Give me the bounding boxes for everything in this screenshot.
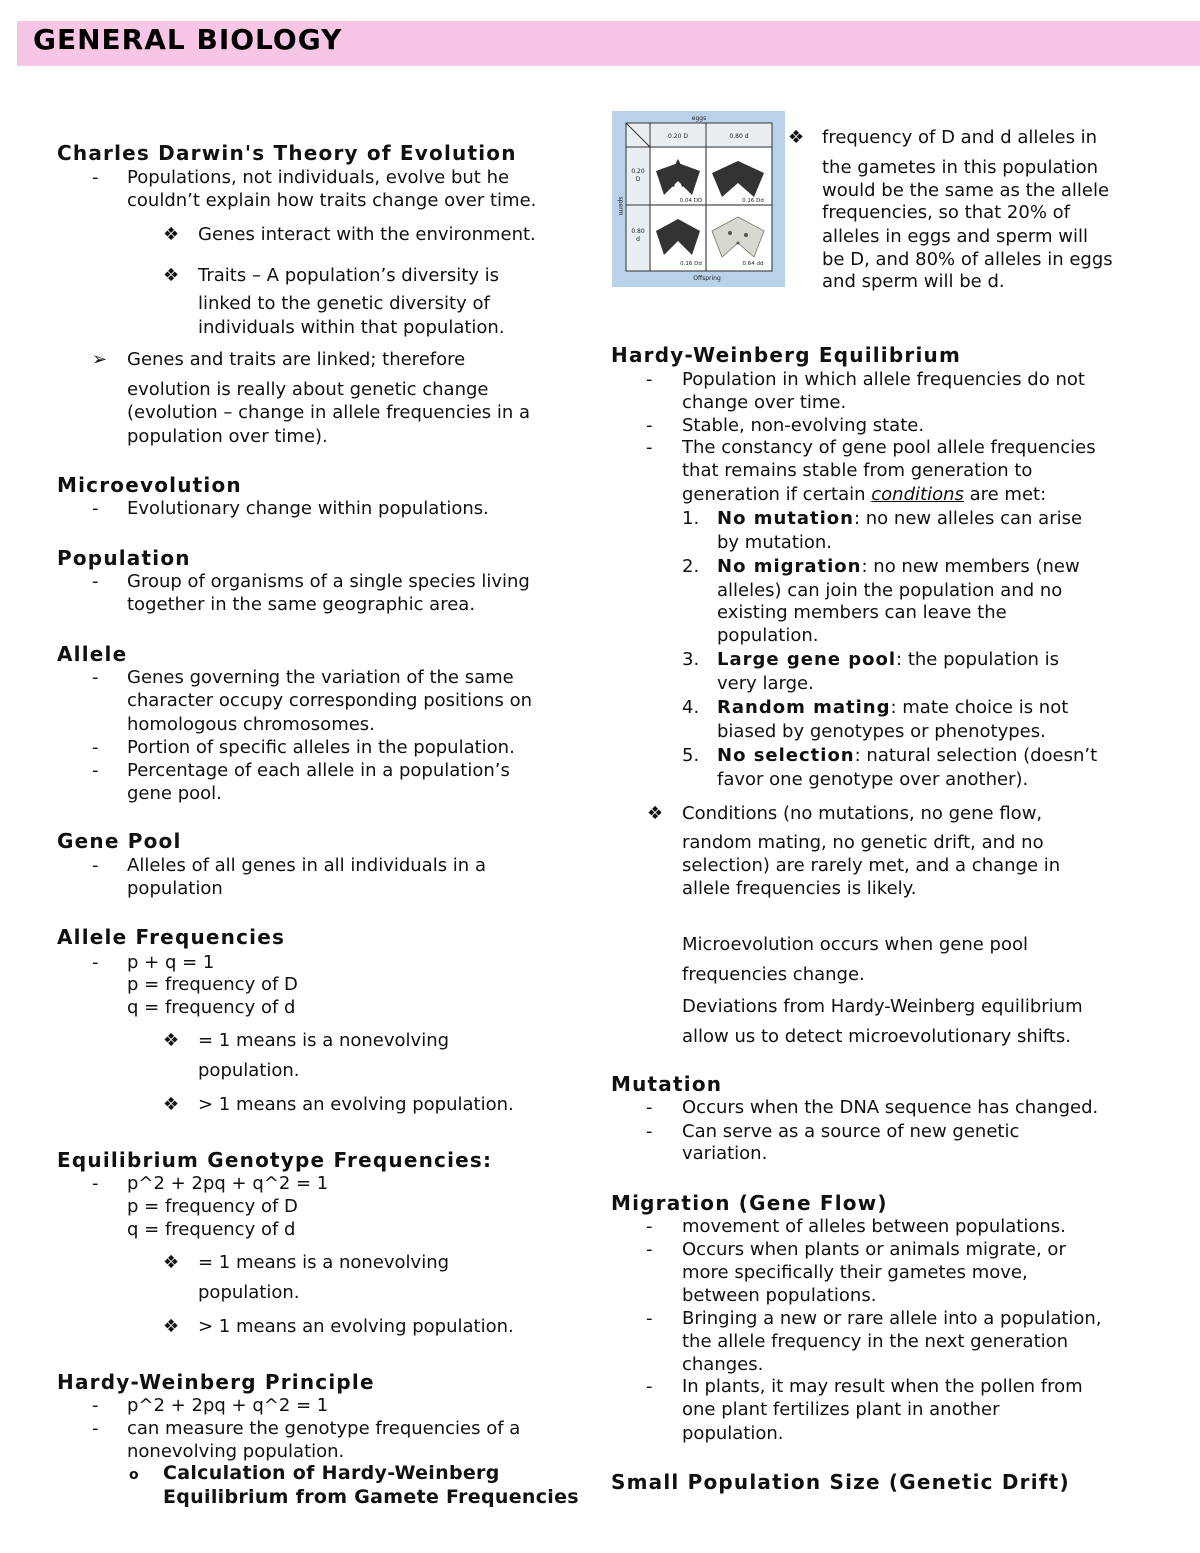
darwin-d2-line2: linked to the genetic diversity of [198, 293, 490, 314]
migration-b2-line2: more specifically their gametes move, [682, 1262, 1028, 1283]
fig-row2-value: 0.80 [631, 228, 645, 235]
heading-darwin: Charles Darwin's Theory of Evolution [57, 141, 517, 165]
mutation-b2-line2: variation. [682, 1143, 768, 1164]
dash-bullet: - [92, 1418, 99, 1439]
hwe-p1-line2: frequencies change. [682, 964, 865, 985]
heading-allele-frequencies: Allele Frequencies [57, 925, 286, 949]
hwe-n3-line1 [717, 648, 1059, 672]
hwe-p1-line1: Microevolution occurs when gene pool [682, 934, 1028, 955]
diamond-bullet-icon: ❖ [163, 1252, 180, 1273]
diamond-bullet-icon: ❖ [163, 1030, 180, 1051]
equil-line1: p^2 + 2pq + q^2 = 1 [127, 1173, 329, 1194]
darwin-a1-line3: (evolution – change in allele frequencies in a [127, 402, 531, 423]
page-title: GENERAL BIOLOGY [33, 23, 343, 56]
heading-microevolution: Microevolution [57, 473, 242, 497]
hwe-b1-line1: Population in which allele frequencies do not [682, 369, 1085, 390]
fig-col1: 0.20 D [668, 133, 688, 140]
heading-population: Population [57, 546, 191, 570]
dash-bullet: - [646, 415, 653, 436]
hwe-b3-line3 [682, 483, 1046, 507]
dash-bullet: - [92, 737, 99, 758]
hwe-n5-key: No selection [717, 745, 855, 766]
allelefreq-line2: p = frequency of D [127, 974, 298, 995]
migration-b4-line3: population. [682, 1423, 784, 1444]
gametes-line5: alleles in eggs and sperm will [822, 226, 1088, 247]
fig-cell-dd2: 0.16 Dd [742, 198, 764, 204]
dash-bullet: - [92, 667, 99, 688]
mutation-b2-line1: Can serve as a source of new genetic [682, 1121, 1020, 1142]
migration-b2-line3: between populations. [682, 1285, 877, 1306]
dash-bullet: - [646, 1216, 653, 1237]
hwe-cond-line4: allele frequencies is likely. [682, 878, 917, 899]
hwp-b2-line1: can measure the genotype frequencies of a [127, 1418, 521, 1439]
heading-migration: Migration (Gene Flow) [611, 1191, 888, 1215]
hwe-n4-line1 [717, 696, 1068, 720]
heading-genetic-drift: Small Population Size (Genetic Drift) [611, 1470, 1070, 1494]
darwin-d2-line1: Traits – A population’s diversity is [198, 265, 500, 286]
hwe-n5-line2: favor one genotype over another). [717, 769, 1029, 790]
allelefreq-d1-line1: = 1 means is a nonevolving [198, 1030, 450, 1051]
heading-equilibrium-genotype: Equilibrium Genotype Frequencies: [57, 1148, 493, 1172]
darwin-b1-line1: Populations, not individuals, evolve but he [127, 167, 510, 188]
genepool-b1-line1: Alleles of all genes in all individuals in a [127, 855, 486, 876]
gametes-line7: and sperm will be d. [822, 271, 1005, 292]
dash-bullet: - [646, 1097, 653, 1118]
darwin-d2-line3: individuals within that population. [198, 317, 505, 338]
hwe-b3-line1: The constancy of gene pool allele frequencies [682, 437, 1096, 458]
hwe-n5-text: : natural selection (doesn’t [854, 745, 1098, 766]
diamond-bullet-icon: ❖ [163, 265, 180, 286]
hwp-o1-line1: Calculation of Hardy-Weinberg [163, 1462, 500, 1484]
allelefreq-d1-line2: population. [198, 1060, 300, 1081]
equil-line2: p = frequency of D [127, 1196, 298, 1217]
heading-hw-equilibrium: Hardy-Weinberg Equilibrium [611, 343, 961, 367]
allele-b3-line1: Percentage of each allele in a population’s [127, 760, 510, 781]
hwe-b2: Stable, non-evolving state. [682, 415, 925, 436]
migration-b3-line2: the allele frequency in the next generation [682, 1331, 1069, 1352]
equil-line3: q = frequency of d [127, 1219, 296, 1240]
dash-bullet: - [92, 855, 99, 876]
migration-b4-line1: In plants, it may result when the pollen from [682, 1376, 1083, 1397]
hwe-n4-text: : mate choice is not [890, 697, 1069, 718]
hwp-b2-line2: nonevolving population. [127, 1441, 345, 1462]
dash-bullet: - [646, 1121, 653, 1142]
hwe-p2-line2: allow us to detect microevolutionary shifts. [682, 1026, 1071, 1047]
hwe-n4-key: Random mating [717, 697, 891, 718]
darwin-d1: Genes interact with the environment. [198, 224, 536, 245]
dash-bullet: - [646, 369, 653, 390]
allele-b2: Portion of specific alleles in the population. [127, 737, 515, 758]
migration-b1: movement of alleles between populations. [682, 1216, 1066, 1237]
allele-b1-line1: Genes governing the variation of the same [127, 667, 514, 688]
hwe-n2-line1 [717, 555, 1080, 579]
hwe-n2-text: : no new members (new [861, 556, 1080, 577]
fig-col2: 0.80 d [729, 133, 749, 140]
fig-cell-dd3: 0.16 Dd [680, 261, 702, 267]
dash-bullet: - [646, 1308, 653, 1329]
punnett-square-drawing [612, 111, 785, 287]
circle-bullet: o [129, 1467, 139, 1483]
hwe-n2-line2: alleles) can join the population and no [717, 580, 1063, 601]
heading-allele: Allele [57, 642, 128, 666]
allele-b1-line2: character occupy corresponding positions on [127, 690, 533, 711]
migration-b4-line2: one plant fertilizes plant in another [682, 1399, 1000, 1420]
list-number-3: 3. [682, 649, 700, 670]
dash-bullet: - [92, 1173, 99, 1194]
equil-d2: > 1 means an evolving population. [198, 1316, 514, 1337]
heading-gene-pool: Gene Pool [57, 829, 182, 853]
population-b1-line1: Group of organisms of a single species living [127, 571, 530, 592]
allelefreq-line1: p + q = 1 [127, 952, 215, 973]
mutation-b1: Occurs when the DNA sequence has changed. [682, 1097, 1099, 1118]
dash-bullet: - [92, 952, 99, 973]
allelefreq-d2: > 1 means an evolving population. [198, 1094, 514, 1115]
hwe-n2-line3: existing members can leave the [717, 602, 1007, 623]
migration-b2-line1: Occurs when plants or animals migrate, or [682, 1239, 1066, 1260]
gametes-line2: the gametes in this population [822, 157, 1099, 178]
hwe-n4-line2: biased by genotypes or phenotypes. [717, 721, 1046, 742]
allele-b1-line3: homologous chromosomes. [127, 714, 375, 735]
micro-b1: Evolutionary change within populations. [127, 498, 489, 519]
darwin-b1-line2: couldn’t explain how traits change over time. [127, 190, 537, 211]
hwe-n1-line2: by mutation. [717, 532, 833, 553]
fig-top-label: eggs [691, 115, 707, 122]
migration-b3-line1: Bringing a new or rare allele into a population, [682, 1308, 1102, 1329]
arrow-bullet-icon: ➢ [92, 349, 108, 370]
allele-b3-line2: gene pool. [127, 783, 222, 804]
gametes-line4: frequencies, so that 20% of [822, 202, 1070, 223]
hwe-cond-line1: Conditions (no mutations, no gene flow, [682, 803, 1043, 824]
hwe-b3-post: are met: [963, 484, 1047, 505]
hwe-cond-line2: random mating, no genetic drift, and no [682, 832, 1044, 853]
equil-d1-line1: = 1 means is a nonevolving [198, 1252, 450, 1273]
list-number-5: 5. [682, 745, 700, 766]
diamond-bullet-icon: ❖ [788, 127, 805, 148]
allelefreq-line3: q = frequency of d [127, 997, 296, 1018]
hwe-p2-line1: Deviations from Hardy-Weinberg equilibrium [682, 996, 1083, 1017]
gametes-line1: frequency of D and d alleles in [822, 127, 1098, 148]
hwe-cond-line3: selection) are rarely met, and a change in [682, 855, 1061, 876]
diamond-bullet-icon: ❖ [163, 224, 180, 245]
fig-cell-dd: 0.04 DD [679, 198, 703, 204]
hwe-n1-key: No mutation [717, 508, 854, 529]
conditions-link-text: conditions [871, 484, 964, 505]
darwin-a1-line1: Genes and traits are linked; therefore [127, 349, 466, 370]
gametes-line3: would be the same as the allele [822, 180, 1110, 201]
fig-row1-allele: D [635, 176, 641, 183]
list-number-1: 1. [682, 508, 700, 529]
diamond-bullet-icon: ❖ [647, 803, 664, 824]
dash-bullet: - [646, 1376, 653, 1397]
list-number-2: 2. [682, 556, 700, 577]
fig-bottom-label: Offspring [693, 275, 721, 282]
hwe-n2-key: No migration [717, 556, 862, 577]
darwin-a1-line4: population over time). [127, 426, 328, 447]
fig-side-label: sperm [617, 196, 624, 216]
title-banner [17, 21, 1200, 66]
darwin-a1-line2: evolution is really about genetic change [127, 379, 489, 400]
population-b1-line2: together in the same geographic area. [127, 594, 476, 615]
hwe-n1-line1 [717, 507, 1082, 531]
migration-b3-line3: changes. [682, 1354, 764, 1375]
heading-hw-principle: Hardy-Weinberg Principle [57, 1370, 375, 1394]
dash-bullet: - [646, 437, 653, 458]
hwp-o1-line2: Equilibrium from Gamete Frequencies [163, 1486, 579, 1508]
fig-cell-dd4: 0.64 dd [742, 261, 764, 267]
list-number-4: 4. [682, 697, 700, 718]
diamond-bullet-icon: ❖ [163, 1316, 180, 1337]
hwe-n5-line1 [717, 744, 1097, 768]
hwe-b3-pre: generation if certain [682, 484, 872, 505]
dash-bullet: - [92, 167, 99, 188]
heading-mutation: Mutation [611, 1072, 723, 1096]
punnett-square-figure [612, 111, 785, 287]
hwe-n3-line2: very large. [717, 673, 814, 694]
hwe-n3-key: Large gene pool [717, 649, 897, 670]
fig-row2-allele: d [636, 236, 640, 243]
equil-d1-line2: population. [198, 1282, 300, 1303]
hwe-b3-line2: that remains stable from generation to [682, 460, 1033, 481]
hwe-n3-text: : the population is [896, 649, 1059, 670]
genepool-b1-line2: population [127, 878, 223, 899]
hwp-b1: p^2 + 2pq + q^2 = 1 [127, 1395, 329, 1416]
hwe-b1-line2: change over time. [682, 392, 847, 413]
dash-bullet: - [92, 571, 99, 592]
hwe-n2-line4: population. [717, 625, 819, 646]
dash-bullet: - [92, 760, 99, 781]
gametes-line6: be D, and 80% of alleles in eggs [822, 249, 1113, 270]
dash-bullet: - [646, 1239, 653, 1260]
hwe-n1-text: : no new alleles can arise [853, 508, 1083, 529]
dash-bullet: - [92, 1395, 99, 1416]
fig-row1-value: 0.20 [631, 168, 645, 175]
diamond-bullet-icon: ❖ [163, 1094, 180, 1115]
dash-bullet: - [92, 498, 99, 519]
